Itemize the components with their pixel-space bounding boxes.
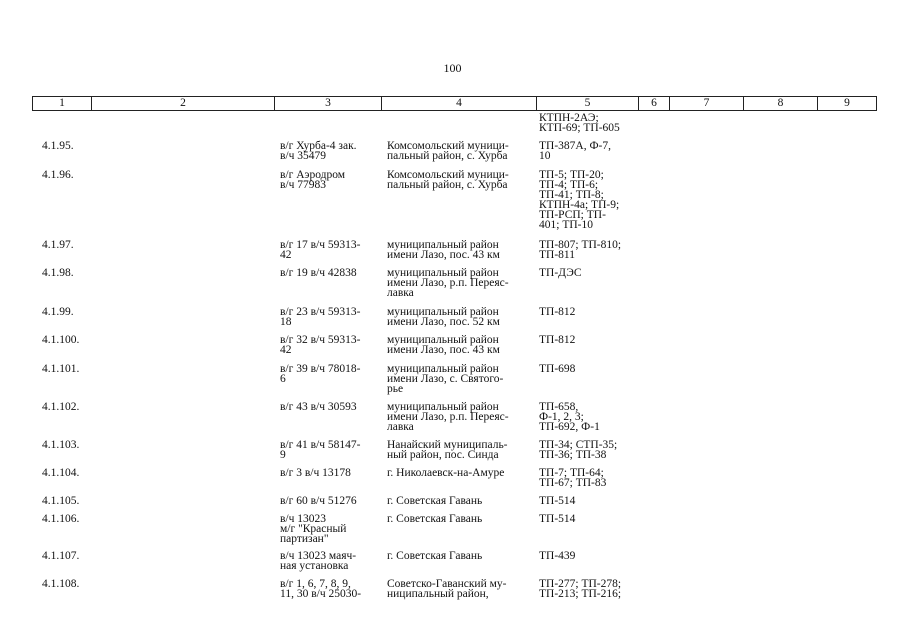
military-object: в/г 32 в/ч 59313- 42 xyxy=(280,334,361,356)
military-object: в/г 60 в/ч 51276 xyxy=(280,495,357,507)
location: Советско-Гаванский му- ниципальный район, xyxy=(387,578,507,600)
header-cell-2: 2 xyxy=(92,97,275,110)
row-number: 4.1.104. xyxy=(42,467,80,479)
row-number: 4.1.101. xyxy=(42,363,80,375)
header-cell-7: 7 xyxy=(670,97,744,110)
substations: ТП-34; СТП-35; ТП-36; ТП-38 xyxy=(539,439,618,461)
substations: ТП-ДЭС xyxy=(539,267,582,279)
location: г. Советская Гавань xyxy=(387,513,483,525)
row-number: 4.1.107. xyxy=(42,550,80,562)
header-cell-8: 8 xyxy=(744,97,818,110)
military-object: в/ч 13023 маяч- ная установка xyxy=(280,550,357,572)
military-object: в/г 23 в/ч 59313- 18 xyxy=(280,306,361,328)
substations: КТПН-2АЭ; КТП-69; ТП-605 xyxy=(539,112,620,134)
substations: ТП-277; ТП-278; ТП-213; ТП-216; xyxy=(539,578,622,600)
substations: ТП-439 xyxy=(539,550,576,562)
military-object: в/г 19 в/ч 42838 xyxy=(280,267,357,279)
location: муниципальный район имени Лазо, с. Святого- рье xyxy=(387,363,504,395)
row-number: 4.1.105. xyxy=(42,495,80,507)
row-number: 4.1.97. xyxy=(42,239,74,251)
military-object: в/г 17 в/ч 59313- 42 xyxy=(280,239,361,261)
military-object: в/г 39 в/ч 78018- 6 xyxy=(280,363,361,385)
military-object: в/г Аэродром в/ч 77983 xyxy=(280,169,346,191)
substations: ТП-658, Ф-1, 2, 3; ТП-692, Ф-1 xyxy=(539,401,600,433)
substations: ТП-812 xyxy=(539,334,576,346)
location: г. Советская Гавань xyxy=(387,550,483,562)
header-cell-4: 4 xyxy=(382,97,537,110)
military-object: в/г 43 в/ч 30593 xyxy=(280,401,357,413)
military-object: в/ч 13023 м/г "Красный партизан" xyxy=(280,513,347,545)
location: муниципальный район имени Лазо, пос. 43 км xyxy=(387,239,500,261)
substations: ТП-698 xyxy=(539,363,576,375)
substations: ТП-7; ТП-64; ТП-67; ТП-83 xyxy=(539,467,607,489)
substations: ТП-514 xyxy=(539,495,576,507)
row-number: 4.1.100. xyxy=(42,334,80,346)
row-number: 4.1.103. xyxy=(42,439,80,451)
substations: ТП-387А, Ф-7, 10 xyxy=(539,140,612,162)
military-object: в/г 1, 6, 7, 8, 9, 11, 30 в/ч 25030- xyxy=(280,578,362,600)
header-cell-5: 5 xyxy=(537,97,639,110)
location: г. Николаевск-на-Амуре xyxy=(387,467,505,479)
location: Комсомольский муници- пальный район, с. Хурба xyxy=(387,169,509,191)
page-number: 100 xyxy=(443,61,462,75)
substations: ТП-812 xyxy=(539,306,576,318)
header-cell-9: 9 xyxy=(844,97,850,109)
header-cell-6: 6 xyxy=(639,97,670,110)
row-number: 4.1.108. xyxy=(42,578,80,590)
row-number: 4.1.95. xyxy=(42,140,74,152)
military-object: в/г 41 в/ч 58147- 9 xyxy=(280,439,361,461)
substations: ТП-514 xyxy=(539,513,576,525)
header-cell-1: 1 xyxy=(33,97,92,110)
table-header-row xyxy=(32,96,877,111)
row-number: 4.1.98. xyxy=(42,267,74,279)
row-number: 4.1.96. xyxy=(42,169,74,181)
location: Нанайский муниципаль- ный район, пос. Синда xyxy=(387,439,508,461)
row-number: 4.1.102. xyxy=(42,401,80,413)
location: Комсомольский муници- пальный район, с. Хурба xyxy=(387,140,509,162)
row-number: 4.1.106. xyxy=(42,513,80,525)
military-object: в/г 3 в/ч 13178 xyxy=(280,467,351,479)
location: муниципальный район имени Лазо, р.п. Переяс- лавка xyxy=(387,401,509,433)
location: г. Советская Гавань xyxy=(387,495,483,507)
row-number: 4.1.99. xyxy=(42,306,74,318)
location: муниципальный район имени Лазо, пос. 43 км xyxy=(387,334,500,356)
header-cell-3: 3 xyxy=(275,97,382,110)
substations: ТП-807; ТП-810; ТП-811 xyxy=(539,239,622,261)
military-object: в/г Хурба-4 зак. в/ч 35479 xyxy=(280,140,357,162)
location: муниципальный район имени Лазо, р.п. Переяс- лавка xyxy=(387,267,509,299)
substations: ТП-5; ТП-20; ТП-4; ТП-6; ТП-41; ТП-8; КТПН-4а; ТП-9; ТП-РСП; ТП- 401; ТП-10 xyxy=(539,169,620,231)
location: муниципальный район имени Лазо, пос. 52 км xyxy=(387,306,500,328)
